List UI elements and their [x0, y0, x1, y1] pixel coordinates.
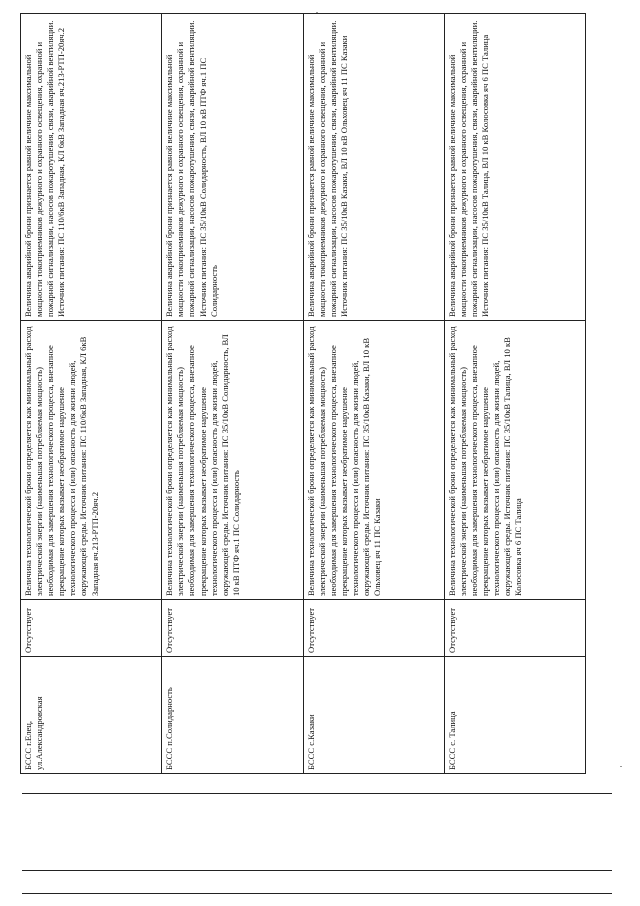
bottom-rule-3: [22, 893, 612, 894]
table-row: [21, 14, 162, 774]
scan-speck: [620, 766, 622, 767]
object-name-cell: БССС с. Талица: [444, 657, 585, 774]
emergency-reserve-cell: Величина аварийной брони признается равной величине максимальной мощности токоприемников дежурного и охранного освещения, охранной и пожарной сигнализации, насосов пожаротушения, связи, аварийной вентиляции. Источник питания: ПС 35/10кВ Солидарность, ВЛ 10 кВ ПТФ яч.1 ПС Солидарность: [162, 14, 303, 321]
technological-reserve-cell: Величина технологической брони определяется как минимальный расход электрической энергии (наименьшая потребляемая мощность) необходимая для завершения технологического процесса, внезапное прекращение которых вызывает необратимое нарушение технологического процесса и (или) опасность для жизни людей, окружающей среды. Источник питания: ПС 35/10кВ Талица, ВЛ 10 кВ Колосовка яч 6 ПС Талица: [444, 321, 585, 600]
emergency-reserve-cell: Величина аварийной брони признается равной величине максимальной мощности токоприемников дежурного и охранного освещения, охранной и пожарной сигнализации, насосов пожаротушения, связи, аварийной вентиляции. Источник питания: ПС 110/6кВ Западная, КЛ 6кВ Западная яч.213-РТП-20яч.2: [21, 14, 162, 321]
technological-reserve-cell: Величина технологической брони определяется как минимальный расход электрической энергии (наименьшая потребляемая мощность) необходимая для завершения технологического процесса, внезапное прекращение которых вызывает необратимое нарушение технологического процесса и (или) опасность для жизни людей, окружающей среды. Источник питания: ПС 110/6кВ Западная, КЛ 6кВ Западная яч.213-РТП-20яч.2: [21, 321, 162, 600]
reservation-table: [20, 13, 586, 774]
technological-reserve-cell: Величина технологической брони определяется как минимальный расход электрической энергии (наименьшая потребляемая мощность) необходимая для завершения технологического процесса, внезапное прекращение которых вызывает необратимое нарушение технологического процесса и (или) опасность для жизни людей, окружающей среды. Источник питания: ПС 35/10кВ Казаки, ВЛ 10 кВ Ольховец яч 11 ПС Казаки: [303, 321, 444, 600]
table-row: [303, 14, 444, 774]
object-name-cell: БССС с.Казаки: [303, 657, 444, 774]
emergency-reserve-cell: Величина аварийной брони признается равной величине максимальной мощности токоприемников дежурного и охранного освещения, охранной и пожарной сигнализации, насосов пожаротушения, связи, аварийной вентиляции. Источник питания: ПС 35/10кВ Казаки, ВЛ 10 кВ Ольховец яч 11 ПС Казаки: [303, 14, 444, 321]
status-cell: Отсутствует: [444, 600, 585, 657]
scan-speck: [316, 12, 318, 13]
table-row: [162, 14, 303, 774]
table-row: [444, 14, 585, 774]
bottom-rule-1: [22, 793, 612, 794]
status-cell: Отсутствует: [21, 600, 162, 657]
technological-reserve-cell: Величина технологической брони определяется как минимальный расход электрической энергии (наименьшая потребляемая мощность) необходимая для завершения технологического процесса, внезапное прекращение которых вызывает необратимое нарушение технологического процесса и (или) опасность для жизни людей, окружающей среды. Источник питания: ПС 35/10кВ Солидарность, ВЛ 10 кВ ПТФ яч.1 ПС Солидарность: [162, 321, 303, 600]
status-cell: Отсутствует: [303, 600, 444, 657]
rotated-table-container: [20, 20, 586, 774]
object-name-cell: БССС г.Елец, ул.Александровская: [21, 657, 162, 774]
object-name-cell: БССС п.Солидарность: [162, 657, 303, 774]
emergency-reserve-cell: Величина аварийной брони признается равной величине максимальной мощности токоприемников дежурного и охранного освещения, охранной и пожарной сигнализации, насосов пожаротушения, связи, аварийной вентиляции. Источник питания: ПС 35/10кВ Талица, ВЛ 10 кВ Колосовка яч 6 ПС Талица: [444, 14, 585, 321]
bottom-rule-2: [22, 870, 612, 871]
status-cell: Отсутствует: [162, 600, 303, 657]
